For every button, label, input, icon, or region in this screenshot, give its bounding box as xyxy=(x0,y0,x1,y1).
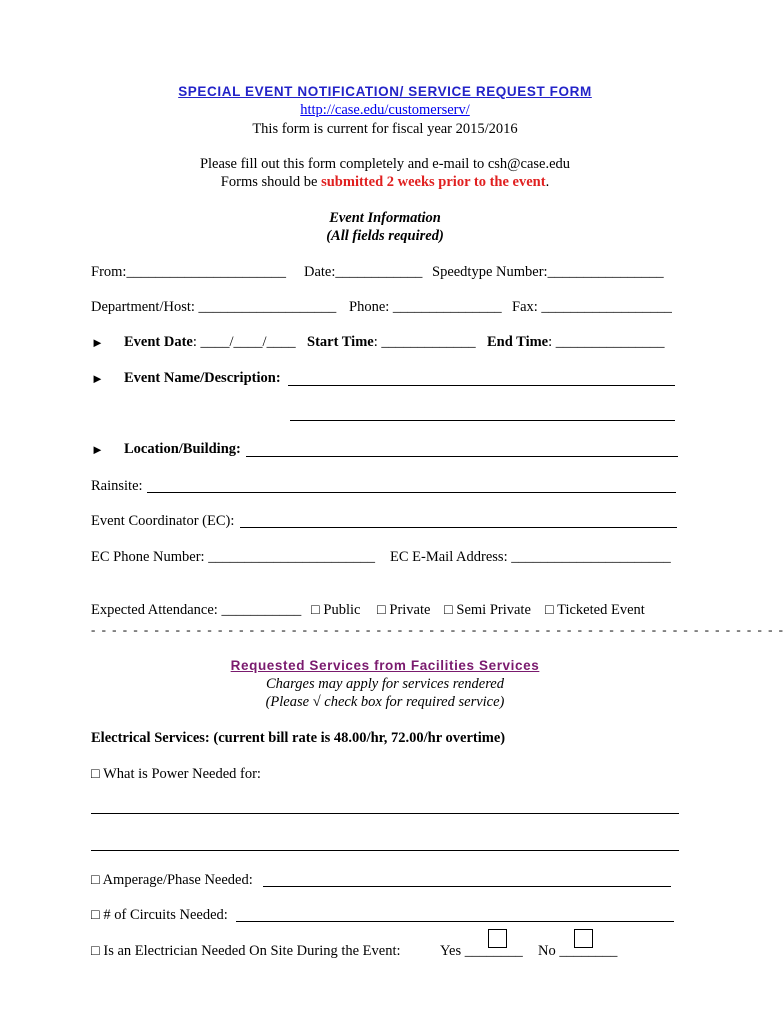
power-needed-checkbox[interactable]: □ What is Power Needed for: xyxy=(91,766,261,782)
amperage-line[interactable] xyxy=(263,886,671,887)
start-time-label: Start Time xyxy=(307,334,374,350)
power-needed-line-2[interactable] xyxy=(91,850,679,851)
end-time-blank[interactable]: : _______________ xyxy=(548,334,665,350)
department-field[interactable]: Department/Host: ___________________ xyxy=(91,299,337,315)
fiscal-year-note: This form is current for fiscal year 2015/2016 xyxy=(252,121,518,137)
arrow-bullet-icon: ► xyxy=(91,371,104,386)
event-info-heading: Event Information xyxy=(329,210,441,226)
event-date-label: Event Date xyxy=(124,334,193,350)
electrician-no-field[interactable]: No ________ xyxy=(538,943,618,959)
event-name-line-1[interactable] xyxy=(288,385,675,386)
event-date-field[interactable] xyxy=(124,334,296,351)
public-checkbox[interactable]: □ Public xyxy=(311,602,361,618)
services-heading: Requested Services from Facilities Services xyxy=(230,658,540,673)
form-title: SPECIAL EVENT NOTIFICATION/ SERVICE REQUEST FORM xyxy=(178,84,592,99)
coordinator-line[interactable] xyxy=(240,527,677,528)
coordinator-label: Event Coordinator (EC): xyxy=(91,513,235,529)
end-time-field[interactable] xyxy=(487,334,665,351)
submit-deadline-emphasis: submitted 2 weeks prior to the event xyxy=(321,174,546,190)
phone-field[interactable]: Phone: _______________ xyxy=(349,299,502,315)
attendance-field[interactable]: Expected Attendance: ___________ xyxy=(91,602,302,618)
electrician-needed-checkbox[interactable]: □ Is an Electrician Needed On Site During the Event: xyxy=(91,943,401,959)
ticketed-event-checkbox[interactable]: □ Ticketed Event xyxy=(545,602,645,618)
submit-suffix: . xyxy=(545,174,550,190)
speedtype-field[interactable]: Speedtype Number:________________ xyxy=(432,264,664,280)
event-info-subheading: (All fields required) xyxy=(326,228,444,244)
event-date-blank[interactable]: : ____/____/____ xyxy=(192,334,296,350)
no-checkbox[interactable] xyxy=(574,929,593,948)
section-separator: - - - - - - - - - - - - - - - - - - - - - - - - - - - - - - - - - - - - - - - - - - - - - - - - - - - - - - - - - - - - - - - - - - xyxy=(91,622,784,637)
location-label-text: Location/Building xyxy=(124,441,237,457)
rainsite-line[interactable] xyxy=(147,492,676,493)
submit-prefix: Forms should be xyxy=(220,174,322,190)
private-checkbox[interactable]: □ Private xyxy=(377,602,431,618)
electrical-services-heading: Electrical Services: (current bill rate is 48.00/hr, 72.00/hr overtime) xyxy=(91,730,506,746)
yes-checkbox[interactable] xyxy=(488,929,507,948)
location-label: Location/Building: xyxy=(124,441,241,457)
end-time-label: End Time xyxy=(487,334,549,350)
location-line[interactable] xyxy=(246,456,678,457)
start-time-field[interactable] xyxy=(307,334,476,351)
power-needed-line-1[interactable] xyxy=(91,813,679,814)
event-name-label-text: Event Name/Description xyxy=(124,370,276,386)
instructions-text: Please fill out this form completely and e-mail to csh@case.edu xyxy=(199,156,571,172)
event-name-line-2[interactable] xyxy=(290,420,675,421)
semi-private-checkbox[interactable]: □ Semi Private xyxy=(444,602,531,618)
rainsite-label: Rainsite: xyxy=(91,478,143,494)
date-field[interactable]: Date:____________ xyxy=(304,264,423,280)
charges-note: Charges may apply for services rendered xyxy=(266,676,504,692)
check-box-note: (Please √ check box for required service) xyxy=(265,694,505,710)
circuits-line[interactable] xyxy=(236,921,674,922)
amperage-checkbox[interactable]: □ Amperage/Phase Needed: xyxy=(91,872,253,888)
arrow-bullet-icon: ► xyxy=(91,335,104,350)
arrow-bullet-icon: ► xyxy=(91,442,104,457)
submit-deadline-note xyxy=(0,174,770,191)
electrician-yes-field[interactable]: Yes ________ xyxy=(440,943,523,959)
fax-field[interactable]: Fax: __________________ xyxy=(512,299,672,315)
ec-email-field[interactable]: EC E-Mail Address: ______________________ xyxy=(390,549,671,565)
ec-phone-field[interactable]: EC Phone Number: _______________________ xyxy=(91,549,375,565)
event-name-label: Event Name/Description: xyxy=(124,370,281,386)
customerserv-link[interactable]: http://case.edu/customerserv/ xyxy=(300,102,470,118)
circuits-checkbox[interactable]: □ # of Circuits Needed: xyxy=(91,907,228,923)
start-time-blank[interactable]: : _____________ xyxy=(373,334,476,350)
from-field[interactable]: From:______________________ xyxy=(91,264,286,280)
